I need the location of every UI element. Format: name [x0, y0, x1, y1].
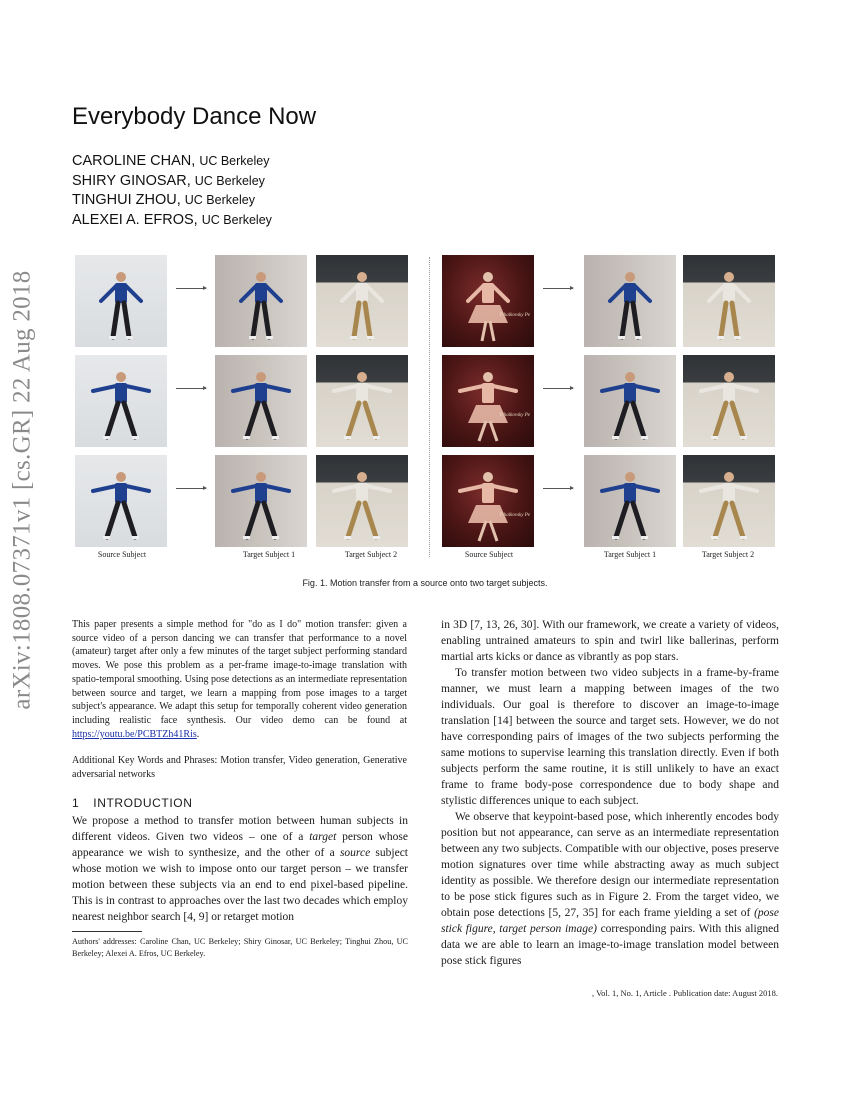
author-list [72, 152, 272, 230]
transfer-arrow-icon [176, 488, 206, 489]
right-column [441, 617, 779, 969]
video-watermark: Tchaikovsky Pe [499, 413, 530, 418]
authors-addresses-footnote: Authors' addresses: Caroline Chan, UC Berkeley; Shiry Ginosar, UC Berkeley; Tinghui Zhou, UC Berkeley; Alexei A. Efros, UC Berkeley. [72, 937, 408, 958]
video-watermark: Tchaikovsky Pe [499, 313, 530, 318]
figure-photo [683, 355, 775, 447]
video-demo-link[interactable]: https://youtu.be/PCBTZh41Ris [72, 728, 197, 740]
label-source-subject-left: Source Subject [97, 550, 147, 559]
dancer-figure [75, 255, 167, 347]
arxiv-id: arXiv:1808.07371v1 [cs.GR] 22 Aug 2018 [9, 270, 36, 710]
figure-photo [442, 455, 534, 547]
figure-photo [75, 355, 167, 447]
dancer-figure [75, 355, 167, 447]
dancer-figure [584, 255, 676, 347]
label-source-subject-right: Source Subject [464, 550, 514, 559]
dancer-figure [584, 455, 676, 547]
dancer-figure [316, 455, 408, 547]
figure-photo [215, 355, 307, 447]
dancer-figure [316, 255, 408, 347]
author-2: SHIRY GINOSAR, UC Berkeley [72, 172, 265, 189]
dancer-figure [683, 355, 775, 447]
author-4: ALEXEI A. EFROS, UC Berkeley [72, 211, 272, 228]
label-target-subject-2-right: Target Subject 2 [701, 550, 755, 559]
transfer-arrow-icon [543, 388, 573, 389]
arxiv-stamp [6, 270, 40, 710]
transfer-arrow-icon [176, 388, 206, 389]
keywords: Additional Key Words and Phrases: Motion transfer, Video generation, Generative adversarial networks [72, 755, 407, 780]
figure-photo [316, 455, 408, 547]
intro-paragraph-left: We propose a method to transfer motion between human subjects in different videos. Given two videos – one of a target person whose appearance we wish to synthesize, and the other of a source subject whose motion we wish to impose onto our target person – we transfer motion between these subjects via an end to end pixel-based pipeline. This is in contrast to approaches over the last two decades which employ nearest neighbor search [4, 9] or retarget motion [72, 815, 409, 923]
figure-divider [429, 257, 430, 557]
intro-paragraph-right-3: We observe that keypoint-based pose, which inherently encodes body position but not appearance, can serve as an intermediate representation between any two subjects. Compatible with our objective, poses preserve motion signatures over time while abstracting away as much subject identity as possible. We therefore design our intermediate representation to be pose stick figures such as in Figure 2. From the target video, we obtain pose detections [5, 27, 35] for each frame yielding a set of (pose stick figure, target person image) corresponding pairs. With this aligned data we are able to learn an image-to-image translation model between pose stick figures [441, 811, 779, 967]
figure-photo [683, 455, 775, 547]
figure-photo [442, 355, 534, 447]
transfer-arrow-icon [543, 488, 573, 489]
dancer-figure [442, 355, 534, 447]
figure-photo [316, 355, 408, 447]
dancer-figure [215, 455, 307, 547]
author-1: CAROLINE CHAN, UC Berkeley [72, 153, 270, 169]
label-target-subject-1-right: Target Subject 1 [603, 550, 657, 559]
dancer-figure [215, 355, 307, 447]
transfer-arrow-icon [176, 288, 206, 289]
figure-photo [442, 255, 534, 347]
dancer-figure [442, 455, 534, 547]
paper-title: Everybody Dance Now [72, 103, 317, 130]
figure-caption: Fig. 1. Motion transfer from a source onto two target subjects. [302, 578, 548, 588]
figure-photo [215, 455, 307, 547]
figure-photo [683, 255, 775, 347]
author-3: TINGHUI ZHOU, UC Berkeley [72, 192, 255, 208]
intro-paragraph-right-2: To transfer motion between two video subjects in a frame-by-frame manner, we must learn a mapping between images of the two individuals. Our goal is therefore to discover an image-to-image translation [14] between the source and target sets. However, we do not have corresponding pairs of images of the two subjects performing the same motions to supervise learning this translation directly. Even if both subjects perform the same routine, it is still unlikely to have an exact frame to frame body-pose correspondence due to body shape and stylistic differences unique to each subject. [441, 667, 779, 807]
figure-photo [584, 455, 676, 547]
page-footer: , Vol. 1, No. 1, Article . Publication date: August 2018. [592, 988, 778, 998]
figure-photo [75, 255, 167, 347]
dancer-figure [215, 255, 307, 347]
dancer-figure [442, 255, 534, 347]
dancer-figure [683, 455, 775, 547]
dancer-figure [316, 355, 408, 447]
dancer-figure [75, 455, 167, 547]
dancer-figure [584, 355, 676, 447]
figure-photo [215, 255, 307, 347]
section-heading-introduction: 1 INTRODUCTION [72, 796, 193, 810]
abstract: This paper presents a simple method for "do as I do" motion transfer: given a source video of a person dancing we can transfer that performance to a novel (amateur) target after only a few minutes of the target subject performing standard moves. We pose this problem as a per-frame image-to-image translation with spatio-temporal smoothing. Using pose detections as an intermediate representation between source and target, we learn a mapping from pose images to a target subject's appearance. We adapt this setup for temporally coherent video generation including realistic face synthesis. Our video demo can be found at https://youtu.be/PCBTZh41Ris. [72, 619, 407, 740]
figure-1 [75, 255, 775, 565]
video-watermark: Tchaikovsky Pe [499, 513, 530, 518]
transfer-arrow-icon [543, 288, 573, 289]
label-target-subject-1-left: Target Subject 1 [242, 550, 296, 559]
dancer-figure [683, 255, 775, 347]
footnote-rule [72, 931, 142, 932]
figure-photo [584, 355, 676, 447]
figure-photo [584, 255, 676, 347]
figure-photo [75, 455, 167, 547]
label-target-subject-2-left: Target Subject 2 [344, 550, 398, 559]
figure-photo [316, 255, 408, 347]
intro-paragraph-right-1: in 3D [7, 13, 26, 30]. With our framework, we create a variety of videos, enabling untrained amateurs to spin and twirl like ballerinas, perform martial arts kicks or dance as vibrantly as pop stars. [441, 619, 779, 663]
